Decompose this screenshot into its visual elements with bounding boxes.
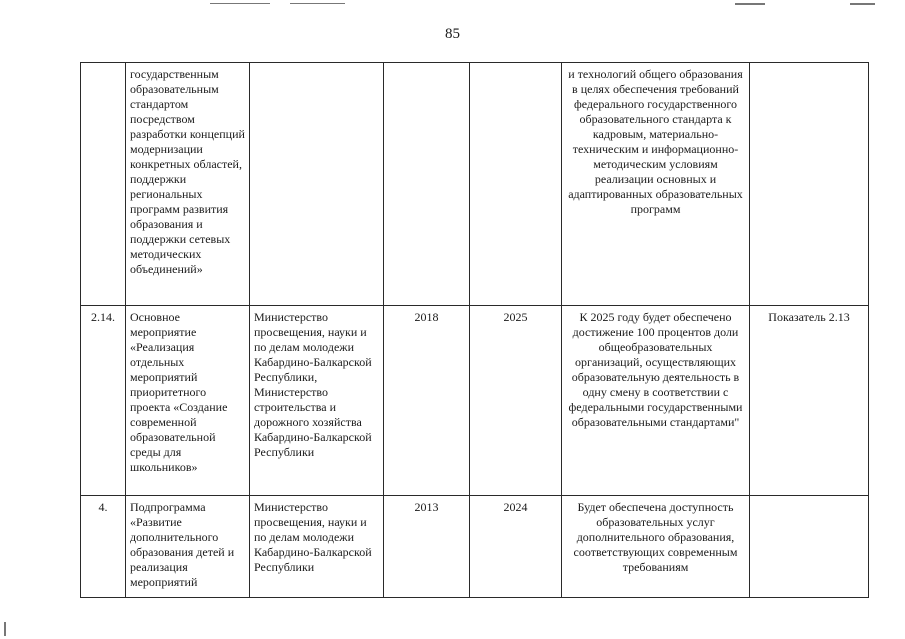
- table-row: [81, 63, 869, 306]
- row-number-cell: [81, 63, 126, 306]
- scan-artifact: [210, 3, 270, 4]
- scan-artifact: [290, 3, 345, 4]
- program-table: [80, 62, 869, 598]
- scan-artifact: [735, 3, 765, 5]
- row-number-cell: 4.: [81, 496, 126, 598]
- start-year-cell: 2018: [384, 306, 470, 496]
- executor-cell: Министерство просвещения, науки и по делам молодежи Кабардино-Балкарской Республики, Министерство строительства и дорожного хозяйства Кабардино-Балкарской Республики: [250, 306, 384, 496]
- end-year-cell: [470, 63, 562, 306]
- end-year-cell: 2024: [470, 496, 562, 598]
- event-name-cell: Подпрограмма «Развитие дополнительного образования детей и реализация мероприятий: [126, 496, 250, 598]
- table-row: [81, 496, 869, 598]
- expected-result-cell: и технологий общего образования в целях обеспечения требований федерального государственного образовательного стандарта к кадровым, материально-техническим и информационно-методическим условиям реализации основных и адаптированных образовательных программ: [562, 63, 750, 306]
- start-year-cell: [384, 63, 470, 306]
- expected-result-cell: К 2025 году будет обеспечено достижение 100 процентов доли общеобразовательных организаций, осуществляющих образовательную деятельность в одну смену в соответствии с федеральными государственными образовательными стандартами": [562, 306, 750, 496]
- scan-artifact: [4, 622, 6, 636]
- executor-cell: Министерство просвещения, науки и по делам молодежи Кабардино-Балкарской Республики: [250, 496, 384, 598]
- event-name-cell: государственным образовательным стандартом посредством разработки концепций модернизации конкретных областей, поддержки региональных программ развития образования и поддержки сетевых методических объединений»: [126, 63, 250, 306]
- start-year-cell: 2013: [384, 496, 470, 598]
- scan-artifact: [850, 3, 875, 5]
- page-number: 85: [445, 26, 460, 42]
- table-row: [81, 306, 869, 496]
- indicator-cell: Показатель 2.13: [750, 306, 869, 496]
- event-name-cell: Основное мероприятие «Реализация отдельных мероприятий приоритетного проекта «Создание современной образовательной среды для школьников»: [126, 306, 250, 496]
- end-year-cell: 2025: [470, 306, 562, 496]
- executor-cell: [250, 63, 384, 306]
- indicator-cell: [750, 63, 869, 306]
- row-number-cell: 2.14.: [81, 306, 126, 496]
- indicator-cell: [750, 496, 869, 598]
- expected-result-cell: Будет обеспечена доступность образовательных услуг дополнительного образования, соответствующих современным требованиям: [562, 496, 750, 598]
